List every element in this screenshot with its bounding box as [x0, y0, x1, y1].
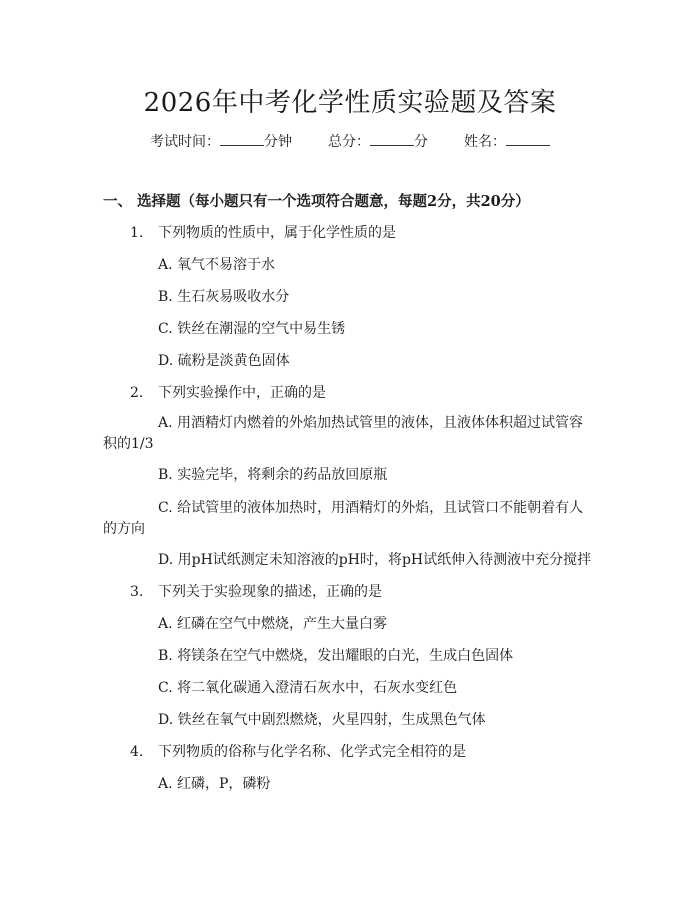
exam-time-blank — [220, 133, 264, 146]
question-number: 2. — [130, 385, 144, 401]
question-2-option-c — [103, 498, 595, 540]
question-3-option-d: D. 铁丝在氧气中剧烈燃烧，火星四射，生成黑色气体 — [158, 712, 486, 728]
total-score-blank — [370, 133, 414, 146]
exam-time-field — [150, 131, 292, 151]
question-1 — [130, 224, 396, 242]
question-number: 3. — [130, 584, 144, 600]
total-score-unit: 分 — [414, 134, 428, 150]
question-2-option-a — [103, 413, 595, 455]
question-text: 下列关于实验现象的描述，正确的是 — [158, 584, 382, 600]
question-text: 下列实验操作中，正确的是 — [158, 385, 326, 401]
question-3 — [130, 583, 382, 601]
question-3-option-c: C. 将二氧化碳通入澄清石灰水中，石灰水变红色 — [158, 680, 458, 696]
question-number: 1. — [130, 225, 144, 241]
total-score-label: 总分： — [328, 134, 370, 150]
exam-info-line — [0, 131, 700, 151]
section-heading — [103, 190, 530, 211]
question-3-option-a: A. 红磷在空气中燃烧，产生大量白雾 — [158, 616, 388, 632]
page-title: 2026年中考化学性质实验题及答案 — [143, 88, 557, 118]
student-name-field — [464, 131, 550, 151]
option-text: C. 给试管里的液体加热时，用酒精灯的外焰，且试管口不能朝着有人的方向 — [103, 500, 584, 537]
question-4-option-a: A. 红磷，P，磷粉 — [158, 776, 271, 792]
student-name-label: 姓名： — [464, 134, 506, 150]
question-1-option-c: C. 铁丝在潮湿的空气中易生锈 — [158, 321, 346, 337]
question-1-option-b: B. 生石灰易吸收水分 — [158, 289, 290, 305]
question-3-option-b: B. 将镁条在空气中燃烧，发出耀眼的白光，生成白色固体 — [158, 648, 514, 664]
exam-time-label: 考试时间： — [150, 134, 220, 150]
question-2 — [130, 384, 326, 402]
option-text: A. 用酒精灯内燃着的外焰加热试管里的液体，且液体体积超过试管容积的1/3 — [103, 415, 584, 452]
question-2-option-b: B. 实验完毕，将剩余的药品放回原瓶 — [158, 467, 388, 483]
question-2-option-d: D. 用pH试纸测定未知溶液的pH时，将pH试纸伸入待测液中充分搅拌 — [158, 552, 592, 568]
question-4 — [130, 743, 466, 761]
question-text: 下列物质的性质中，属于化学性质的是 — [158, 225, 396, 241]
section-number: 一、 — [103, 193, 132, 210]
question-number: 4. — [130, 744, 144, 760]
student-name-blank — [506, 133, 550, 146]
question-1-option-d: D. 硫粉是淡黄色固体 — [158, 353, 290, 369]
exam-time-unit: 分钟 — [264, 134, 292, 150]
section-title: 选择题（每小题只有一个选项符合题意，每题2分，共20分） — [137, 193, 530, 210]
question-text: 下列物质的俗称与化学名称、化学式完全相符的是 — [158, 744, 466, 760]
question-1-option-a: A. 氧气不易溶于水 — [158, 257, 276, 273]
total-score-field — [328, 131, 428, 151]
